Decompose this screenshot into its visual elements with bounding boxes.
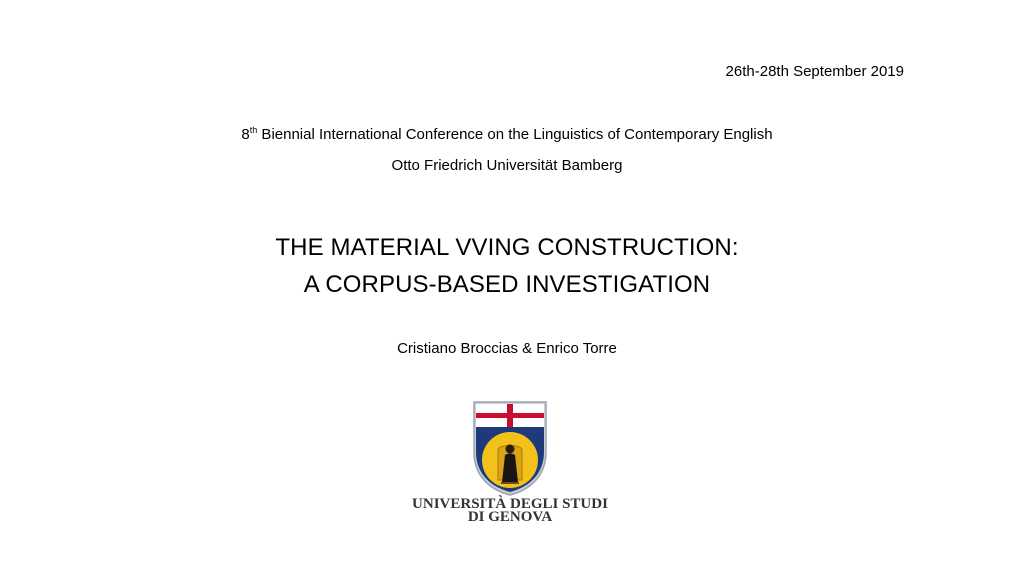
conference-name-text: Biennial International Conference on the Linguistics of Contemporary English [257,126,773,143]
university-name-line-1: UNIVERSITÀ DEGLI STUDI [412,496,608,512]
university-name-line-2: DI GENOVA [467,509,553,525]
conference-name [0,125,1019,143]
conference-ordinal-number: 8 [241,126,250,143]
slide-title-line-1: THE MATERIAL VVING CONSTRUCTION: [275,234,739,261]
slide-title-line-2: A CORPUS-BASED INVESTIGATION [303,271,711,298]
slide-authors: Cristiano Broccias & Enrico Torre [397,340,617,357]
date-label: 26th-28th September 2019 [725,63,904,80]
conference-venue: Otto Friedrich Universität Bamberg [391,157,623,174]
conference-ordinal-suffix: th [249,125,258,135]
university-logo [405,400,615,530]
university-crest-icon [472,400,548,496]
